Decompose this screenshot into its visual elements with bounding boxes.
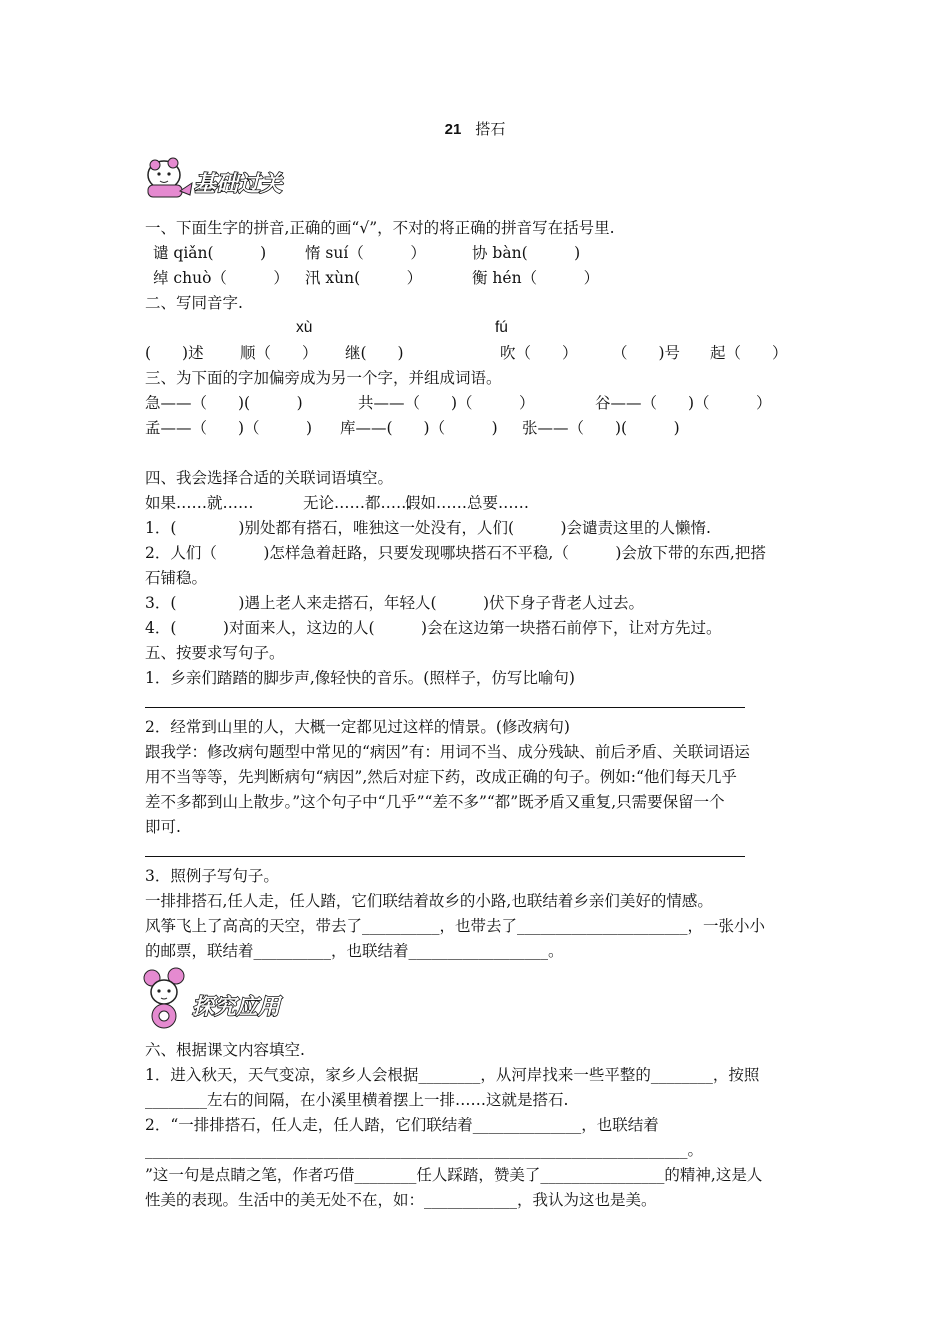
q1-heading: 一、下面生字的拼音,正确的画“√”，不对的将正确的拼音写在括号里. xyxy=(145,219,615,237)
q4-option: 无论……都…… xyxy=(303,494,412,512)
q5-tip-line: 差不多都到山上散步。”这个句子中“几乎”“差不多”“都”既矛盾又重复,只需要保留一个 xyxy=(145,793,725,811)
q5-sentence-1: 1．乡亲们踏踏的脚步声,像轻快的音乐。(照样子，仿写比喻句) xyxy=(145,669,575,687)
q1-item: 谴 qiǎn( ) xyxy=(153,244,267,262)
cartoon-mouse-icon xyxy=(140,964,310,1032)
q3-item: 库——( )（ ) xyxy=(340,419,498,437)
q2-item: 吹（ ） xyxy=(500,344,578,362)
page-title xyxy=(0,118,950,139)
q4-option: 如果……就…… xyxy=(145,494,254,512)
q1-item: 惰 suí（ ） xyxy=(305,244,426,262)
q5-fill-line: 风筝飞上了高高的天空，带去了__________，也带去了______________________，一张小小 xyxy=(145,917,766,935)
q6-line: 2．“一排排搭石，任人走，任人踏，它们联结着______________，也联结着 xyxy=(145,1116,659,1134)
q1-item: 协 bàn( ) xyxy=(472,244,581,262)
badge-text-explore: 探究应用 xyxy=(192,995,281,1020)
q5-tip-line: 即可. xyxy=(145,818,181,836)
q3-heading: 三、为下面的字加偏旁成为另一个字，并组成词语。 xyxy=(145,369,502,387)
q3-item: 张——（ )( ) xyxy=(522,419,680,437)
q3-item: 谷——（ )（ ） xyxy=(595,394,772,412)
q1-item: 绰 chuò（ ） xyxy=(153,269,289,287)
lesson-name: 搭石 xyxy=(475,120,506,138)
q3-item: 孟——（ )（ ) xyxy=(145,419,313,437)
q2-pinyin-xu: xù xyxy=(296,319,313,336)
q2-item: ( )述 xyxy=(145,344,204,362)
q2-item: 起（ ） xyxy=(710,344,788,362)
q6-line: 性美的表现。生活中的美无处不在，如：____________，我认为这也是美。 xyxy=(145,1191,657,1209)
cartoon-sheep-icon xyxy=(140,143,310,205)
q5-example: 一排排搭石,任人走，任人踏，它们联结着故乡的小路,也联结着乡亲们美好的情感。 xyxy=(145,892,713,910)
q4-item: 石铺稳。 xyxy=(145,569,208,587)
answer-line xyxy=(145,707,745,708)
q1-item: 汛 xùn( ） xyxy=(305,269,423,287)
q2-pinyin-fu: fú xyxy=(495,319,508,336)
q5-heading: 五、按要求写句子。 xyxy=(145,644,285,662)
q4-item: 3．( )遇上老人来走搭石，年轻人( )伏下身子背老人过去。 xyxy=(145,594,645,612)
badge-text-basics: 基础过关 xyxy=(194,172,283,197)
section-badge-explore xyxy=(140,964,310,1032)
q3-item: 急——（ )( ) xyxy=(145,394,303,412)
answer-line xyxy=(145,856,745,857)
q4-option: 假如……总要…… xyxy=(405,494,530,512)
q5-tip-line: 跟我学：修改病句题型中常见的“病因”有：用词不当、成分残缺、前后矛盾、关联词语运 xyxy=(145,743,750,761)
q5-sentence-2: 2．经常到山里的人，大概一定都见过这样的情景。(修改病句) xyxy=(145,718,570,736)
q2-heading: 二、写同音字. xyxy=(145,294,243,312)
q4-item: 1．( )别处都有搭石，唯独这一处没有，人们( )会谴责这里的人懒惰. xyxy=(145,519,711,537)
q6-line: 1．进入秋天，天气变凉，家乡人会根据________，从河岸找来一些平整的________，按照 xyxy=(145,1066,760,1084)
section-badge-basics xyxy=(140,143,310,205)
q3-item: 共——（ )（ ） xyxy=(358,394,535,412)
q6-heading: 六、根据课文内容填空. xyxy=(145,1041,305,1059)
q2-item: 继( ) xyxy=(345,344,404,362)
q5-tip-line: 用不当等等，先判断病句“病因”,然后对症下药，改成正确的句子。例如:“他们每天几乎 xyxy=(145,768,737,786)
q5-fill-line: 的邮票，联结着__________，也联结着__________________。 xyxy=(145,942,564,960)
q6-line: ______________________________________________________________________。 xyxy=(145,1141,704,1159)
q6-line: ”这一句是点睛之笔，作者巧借________任人踩踏，赞美了________________的精神,这是人 xyxy=(145,1166,763,1184)
q5-sentence-3: 3．照例子写句子。 xyxy=(145,867,279,885)
q6-line: ________左右的间隔，在小溪里横着摆上一排……这就是搭石. xyxy=(145,1091,569,1109)
lesson-number: 21 xyxy=(444,121,462,138)
q4-item: 4．( )对面来人，这边的人( )会在这边第一块搭石前停下，让对方先过。 xyxy=(145,619,722,637)
q4-item: 2．人们（ )怎样急着赶路，只要发现哪块搭石不平稳,（ )会放下带的东西,把搭 xyxy=(145,544,766,562)
q4-heading: 四、我会选择合适的关联词语填空。 xyxy=(145,469,394,487)
q1-item: 衡 hén（ ） xyxy=(472,269,600,287)
q2-item: （ )号 xyxy=(612,344,681,362)
q2-item: 顺（ ） xyxy=(240,344,318,362)
